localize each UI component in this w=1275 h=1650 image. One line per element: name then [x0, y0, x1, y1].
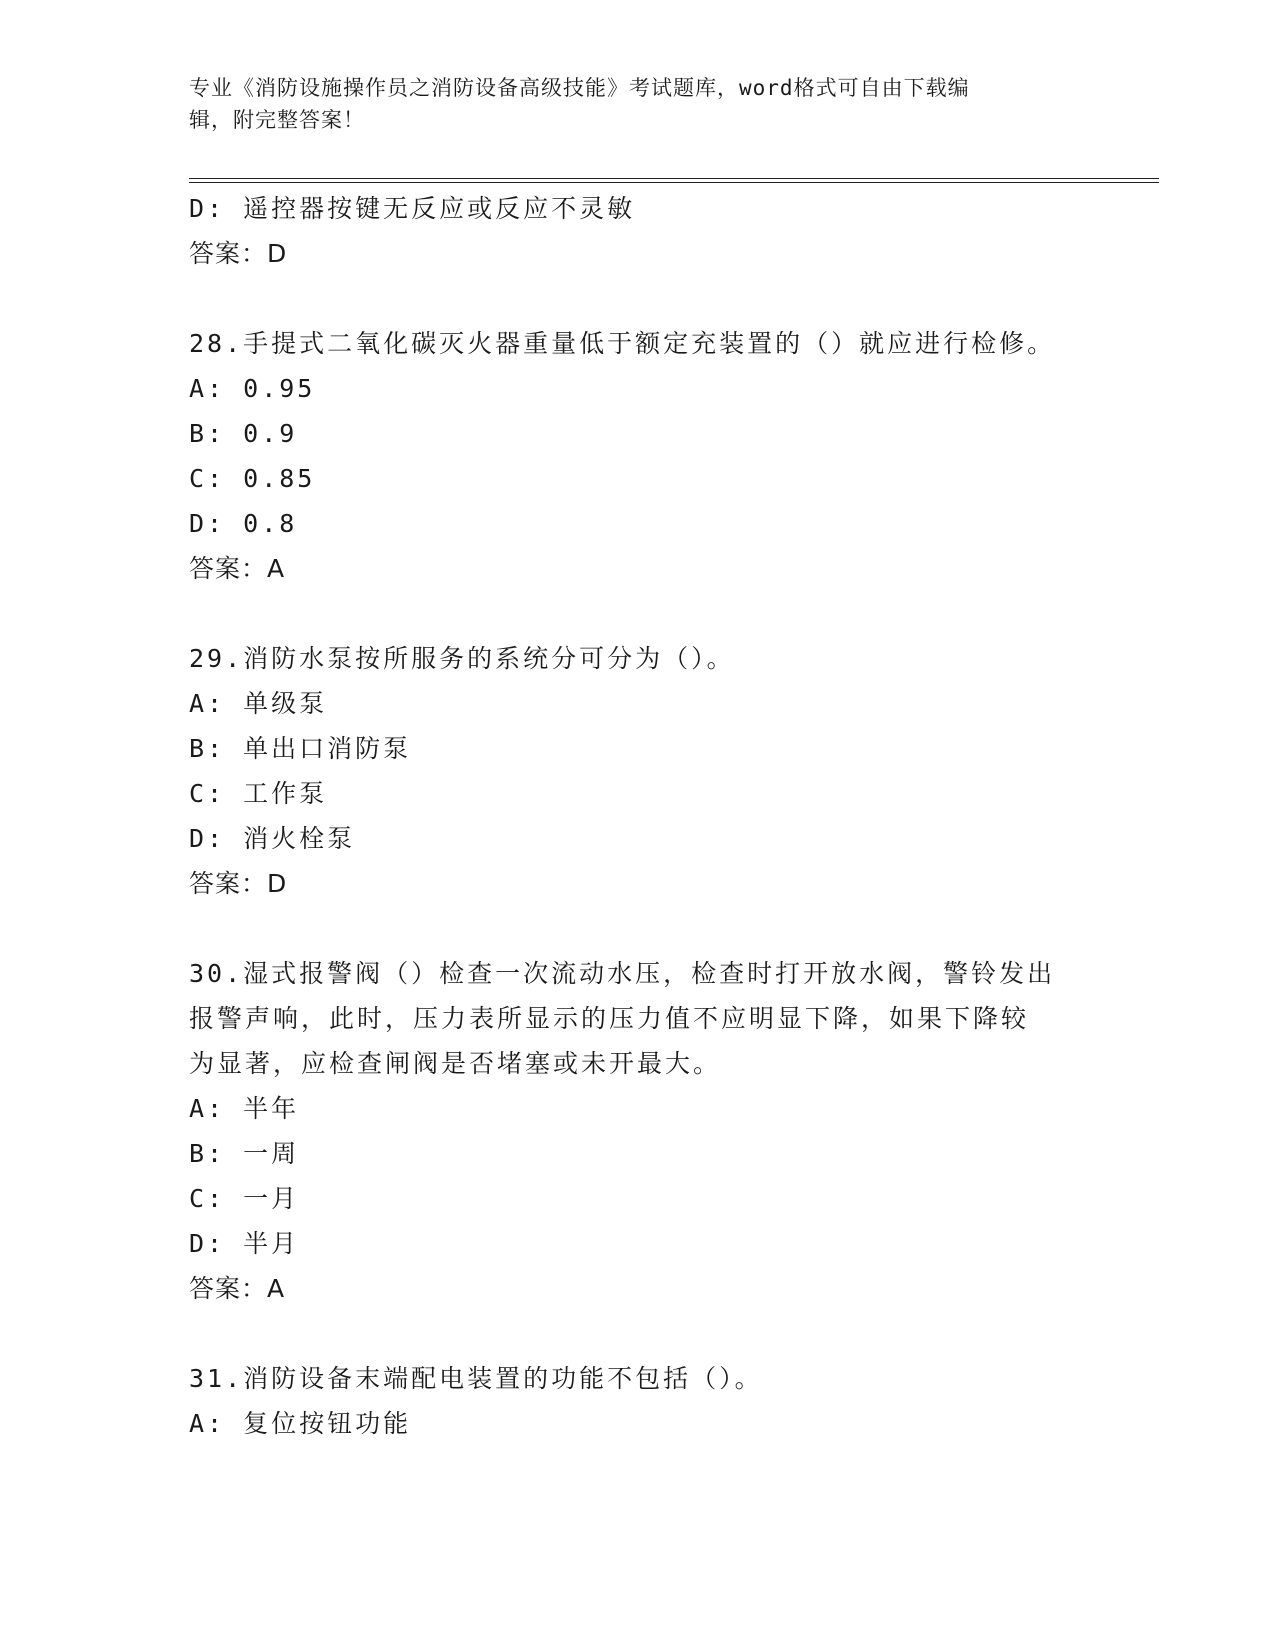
- header-divider-top: [189, 178, 1159, 179]
- q28-stem: 28.手提式二氧化碳灭火器重量低于额定充装置的（）就应进行检修。: [189, 329, 1056, 358]
- q30-option-b: B: 一周: [189, 1139, 300, 1168]
- q30-option-c: C: 一月: [189, 1184, 300, 1213]
- header-line-1: 专业《消防设施操作员之消防设备高级技能》考试题库，word格式可自由下载编: [189, 76, 970, 100]
- q28-answer: 答案：A: [189, 554, 286, 583]
- q28-option-b: B: 0.9: [189, 419, 298, 448]
- q29-option-a: A: 单级泵: [189, 689, 328, 718]
- q29-option-b: B: 单出口消防泵: [189, 734, 412, 763]
- q28-option-a: A: 0.95: [189, 374, 316, 403]
- q29-answer: 答案：D: [189, 869, 288, 898]
- q31-stem: 31.消防设备末端配电装置的功能不包括（）。: [189, 1364, 763, 1393]
- prev-answer: 答案：D: [189, 239, 288, 268]
- prev-option-d: D: 遥控器按键无反应或反应不灵敏: [189, 194, 636, 223]
- q30-option-a: A: 半年: [189, 1094, 300, 1123]
- q29-stem: 29.消防水泵按所服务的系统分可分为（）。: [189, 644, 735, 673]
- q30-stem-line-1: 30.湿式报警阀（）检查一次流动水压，检查时打开放水阀，警铃发出: [189, 959, 1056, 988]
- q30-stem-line-3: 为显著，应检查闸阀是否堵塞或未开最大。: [189, 1049, 722, 1078]
- q28-option-c: C: 0.85: [189, 464, 316, 493]
- q28-option-d: D: 0.8: [189, 509, 298, 538]
- q29-option-d: D: 消火栓泵: [189, 824, 356, 853]
- q30-answer: 答案：A: [189, 1274, 286, 1303]
- q31-option-a: A: 复位按钮功能: [189, 1409, 412, 1438]
- header-line-2: 辑，附完整答案！: [189, 108, 365, 132]
- document-header: [189, 72, 1089, 136]
- header-divider-bottom: [189, 182, 1159, 183]
- q29-option-c: C: 工作泵: [189, 779, 328, 808]
- q30-option-d: D: 半月: [189, 1229, 300, 1258]
- q30-stem-line-2: 报警声响，此时，压力表所显示的压力值不应明显下降，如果下降较: [189, 1004, 1030, 1033]
